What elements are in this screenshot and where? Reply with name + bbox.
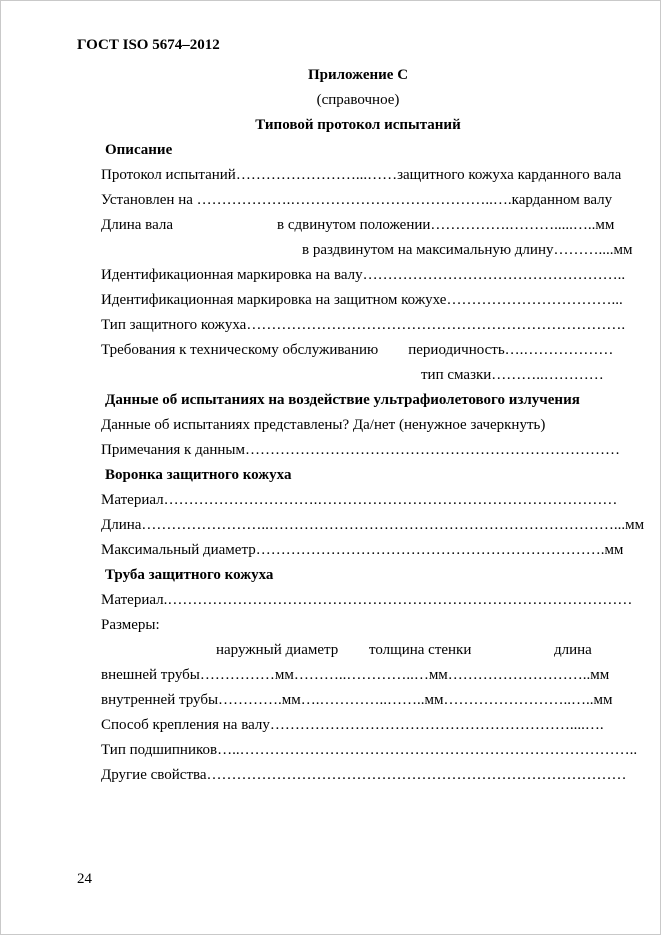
- protocol-title: Типовой протокол испытаний: [255, 117, 461, 133]
- field-funnel-material: Материал………………………….……………………………………………………: [101, 492, 618, 508]
- section-uv-heading: Данные об испытаниях на воздействие ультрафиолетового излучения: [105, 392, 580, 408]
- field-outer-tube: внешней трубы……………мм………..…………..…мм………………………..мм: [101, 667, 610, 683]
- field-other-properties: Другие свойства…………………………………………………………………………: [101, 767, 627, 783]
- field-funnel-length: Длина……………………..……………………………………………………………...мм: [101, 517, 645, 533]
- maintenance-label: Требования к техническому обслуживанию: [101, 342, 379, 358]
- field-installed-on: Установлен на ……………….…………………………………..….карданном валу: [101, 192, 613, 208]
- section-funnel-heading: Воронка защитного кожуха: [105, 467, 292, 483]
- shaft-length-label: Длина вала: [101, 217, 173, 233]
- column-outer-diameter: наружный диаметр: [216, 642, 339, 658]
- doc-header: ГОСТ ISO 5674–2012: [77, 37, 220, 53]
- column-length: длина: [554, 642, 592, 658]
- field-tube-material: Материал.…………………………………………………………………………………: [101, 592, 633, 608]
- field-grease-type: тип смазки………..…………: [421, 367, 604, 383]
- field-sizes-label: Размеры:: [101, 617, 160, 633]
- field-funnel-max-diameter: Максимальный диаметр…………………………………………………………….мм: [101, 542, 624, 558]
- field-marking-guard: Идентификационная маркировка на защитном кожухе……………………………...: [101, 292, 623, 308]
- section-tube-heading: Труба защитного кожуха: [105, 567, 274, 583]
- field-inner-tube: внутренней трубы………….мм….…………..……..мм……………………..…..мм: [101, 692, 613, 708]
- field-guard-type: Тип защитного кожуха………………………………………………………………….: [101, 317, 626, 333]
- document-content: [101, 63, 645, 788]
- section-description-heading: Описание: [105, 142, 173, 158]
- appendix-kind: (справочное): [316, 92, 400, 108]
- column-wall-thickness: толщина стенки: [369, 642, 472, 658]
- tube-columns-row: [101, 638, 615, 663]
- page-number: 24: [77, 871, 92, 887]
- field-uv-notes: Примечания к данным…………………………………………………………………: [101, 442, 620, 458]
- shaft-length-shifted: в сдвинутом положении…………….……….....…..мм: [277, 217, 615, 233]
- field-marking-shaft: Идентификационная маркировка на валу……………………………………………..: [101, 267, 626, 283]
- field-mounting-method: Способ крепления на валу……………………………………………………....….: [101, 717, 604, 733]
- field-protocol: Протокол испытаний……………………...……защитного кожуха карданного вала: [101, 167, 622, 183]
- field-bearing-type: Тип подшипников…..……………………………………………………………………..: [101, 742, 638, 758]
- field-uv-presented: Данные об испытаниях представлены? Да/нет (ненужное зачеркнуть): [101, 417, 546, 433]
- field-maintenance-row: [101, 338, 615, 363]
- field-shaft-length-row: [101, 213, 615, 238]
- field-shaft-length-extended: в раздвинутом на максимальную длину………....мм: [302, 242, 633, 258]
- appendix-title: Приложение С: [307, 67, 409, 83]
- maintenance-period: периодичность….………………: [408, 342, 614, 358]
